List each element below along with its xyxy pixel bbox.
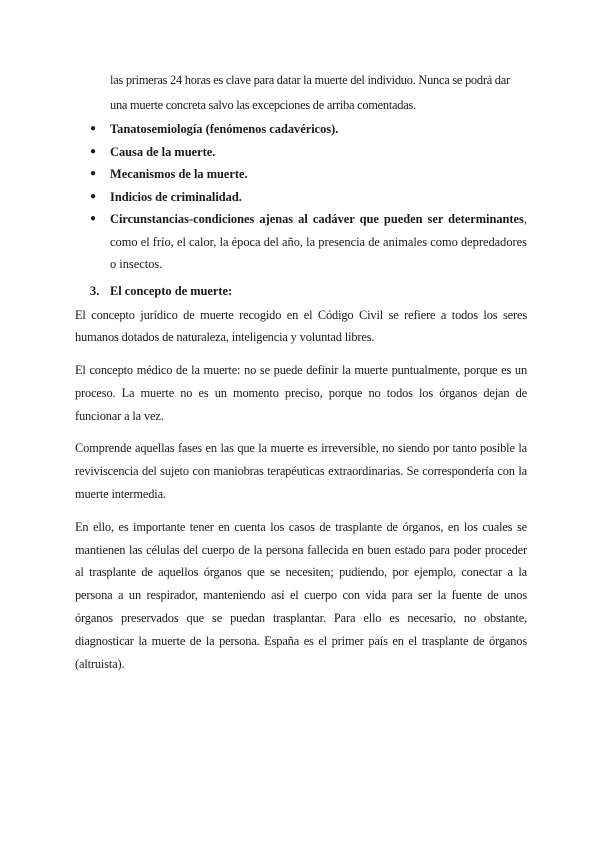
list-item-text: , como el frío, el calor, la época del año, la presencia de animales como depredadores o insectos.: [110, 212, 527, 271]
list-item: [75, 186, 527, 209]
section-number: 3.: [90, 283, 100, 298]
document-page: [75, 68, 527, 685]
list-item: [75, 163, 527, 186]
paragraph: El concepto jurídico de muerte recogido en el Código Civil se refiere a todos los seres humanos dotados de naturaleza, inteligencia y voluntad libres.: [75, 307, 527, 345]
list-item: [75, 141, 527, 164]
paragraph: El concepto médico de la muerte: no se puede definir la muerte puntualmente, porque es un proceso. La muerte no es un momento preciso, porque no todos los órganos dejan de funcionar a la vez.: [75, 363, 527, 423]
continued-text-line: las primeras 24 horas es clave para datar la muerte del individuo. Nunca se podrá dar: [110, 73, 510, 87]
bullet-list: [75, 118, 527, 276]
bullet-icon: ●: [90, 190, 97, 202]
section-heading: [90, 278, 527, 304]
list-item-bold: Indicios de criminalidad.: [110, 189, 242, 204]
bullet-icon: ●: [90, 145, 97, 157]
list-item: [75, 208, 527, 276]
list-item-bold: Causa de la muerte.: [110, 144, 216, 159]
list-item-bold: Mecanismos de la muerte.: [110, 167, 248, 181]
paragraph: Comprende aquellas fases en las que la muerte es irreversible, no siendo por tanto posible la reviviscencia del sujeto con maniobras terapéuticas extraordinarias. Se correspondería con la muerte intermedia.: [75, 441, 527, 502]
bullet-icon: ●: [90, 213, 97, 224]
list-item-bold: Circunstancias-condiciones ajenas al cadáver que pueden ser determinantes: [110, 212, 524, 226]
paragraph: En ello, es importante tener en cuenta los casos de trasplante de órganos, en los cuales se mantienen las células del cuerpo de la persona fallecida en buen estado para poder proceder al trasplante de aquellos órganos que se necesiten; pudiendo, por ejemplo, conectar a la persona a un respirador, manteniendo así el cuerpo con vida para ser la fuente de unos órganos preservados que se puedan trasplantar. Para ello es necesario, no obstante, diagnosticar la muerte de la persona. España es el primer país en el trasplante de órganos (altruista).: [75, 519, 527, 671]
bullet-icon: ●: [90, 168, 97, 179]
list-item: [75, 118, 527, 141]
section-title: El concepto de muerte:: [110, 283, 233, 298]
continued-text-line: una muerte concreta salvo las excepciones de arriba comentadas.: [110, 98, 416, 112]
list-item-bold: Tanatosemiología (fenómenos cadavéricos).: [110, 122, 339, 136]
continued-text: [110, 68, 527, 118]
bullet-icon: ●: [90, 123, 97, 134]
